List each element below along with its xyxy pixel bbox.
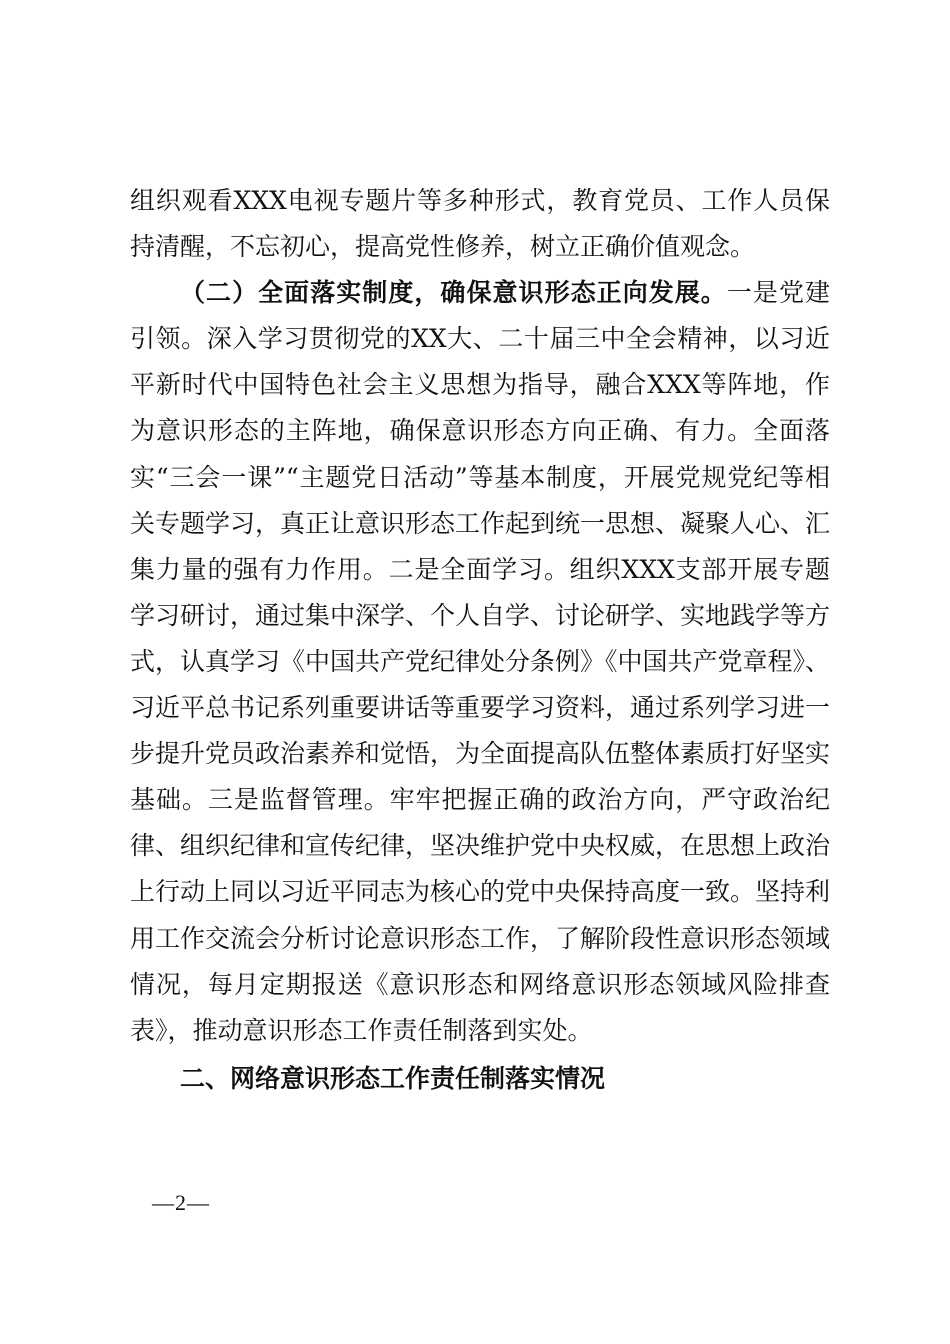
document-body: [130, 178, 830, 1102]
section-two-body: 一是党建引领。深入学习贯彻党的XX大、二十届三中全会精神，以习近平新时代中国特色社会主义思想为指导，融合XXX等阵地，作为意识形态的主阵地，确保意识形态方向正确、有力。全面落实“三会一课”“主题党日活动”等基本制度，开展党规党纪等相关专题学习，真正让意识形态工作起到统一思想、凝聚人心、汇集力量的强有力作用。二是全面学习。组织XXX支部开展专题学习研讨，通过集中深学、个人自学、讨论研学、实地践学等方式，认真学习《中国共产党纪律处分条例》《中国共产党章程》、习近平总书记系列重要讲话等重要学习资料，通过系列学习进一步提升党员政治素养和觉悟，为全面提高队伍整体素质打好坚实基础。三是监督管理。牢牢把握正确的政治方向，严守政治纪律、组织纪律和宣传纪律，坚决维护党中央权威，在思想上政治上行动上同以习近平同志为核心的党中央保持高度一致。坚持利用工作交流会分析讨论意识形态工作，了解阶段性意识形态领域情况，每月定期报送《意识形态和网络意识形态领域风险排查表》，推动意识形态工作责任制落到实处。: [130, 278, 831, 1045]
section-two-lead: （二）全面落实制度，确保意识形态正向发展。: [180, 278, 727, 308]
section-two-paragraph: [130, 270, 830, 1054]
paragraph-continuation: 组织观看XXX电视专题片等多种形式，教育党员、工作人员保持清醒，不忘初心，提高党性修养，树立正确价值观念。: [130, 186, 830, 262]
section-heading-two: 二、网络意识形态工作责任制落实情况: [180, 1063, 606, 1093]
page-number: —2—: [152, 1190, 210, 1215]
